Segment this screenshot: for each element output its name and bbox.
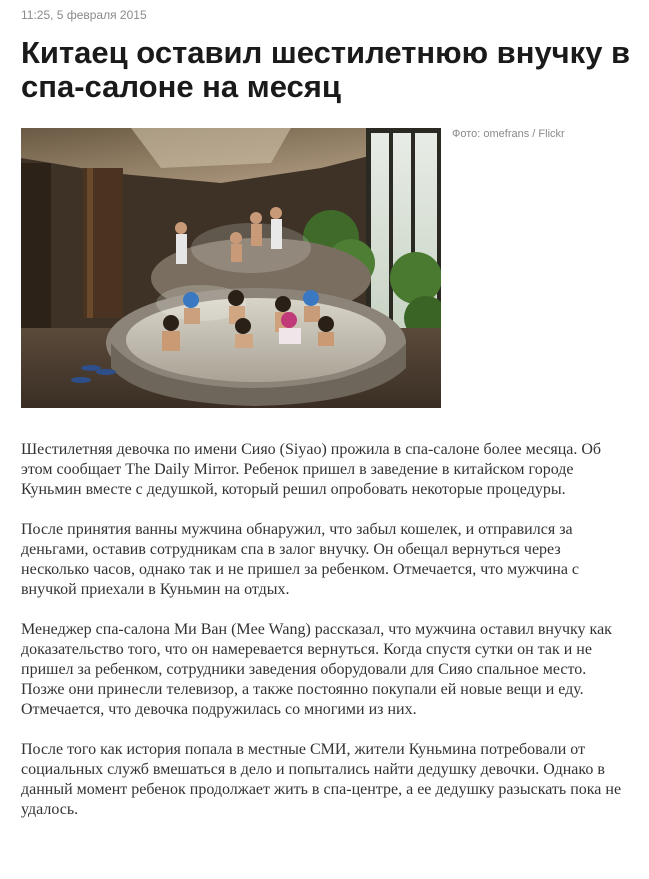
article-timestamp: 11:25, 5 февраля 2015	[21, 8, 147, 22]
photo-credit: Фото: omefrans / Flickr	[452, 128, 565, 140]
article-paragraph: Шестилетняя девочка по имени Сияо (Siyao) прожила в спа-салоне более месяца. Об этом сообщает The Daily Mirror. Ребенок пришел в заведение в китайском городе Куньмин вместе с дедушкой, который решил опробовать некоторые процедуры.	[21, 441, 602, 498]
article-photo	[21, 128, 441, 408]
article-paragraph: После принятия ванны мужчина обнаружил, что забыл кошелек, и отправился за деньгами, оставив сотрудникам спа в залог внучку. Он обещал вернуться через несколько часов, однако так и не пришел за ребенком. Отмечается, что мужчина с внучкой приехали в Куньмин на отдых.	[21, 521, 580, 598]
article-paragraph: После того как история попала в местные СМИ, жители Куньмина потребовали от социальных служб вмешаться в дело и попытались найти дедушку девочки. Однако в данный момент ребенок продолжает жить в спа-центре, а ее дедушку разыскать пока не удалось.	[21, 741, 622, 818]
article-paragraph: Менеджер спа-салона Ми Ван (Mee Wang) рассказал, что мужчина оставил внучку как доказательство того, что он намеревается вернуться. Когда спустя сутки он так и не пришел за ребенком, сотрудники заведения оборудовали для Сияо спальное место. Позже они принесли телевизор, а также постоянно покупали ей новые вещи и еду. Отмечается, что девочка подружилась со многими из них.	[21, 621, 612, 718]
spa-photo-illustration	[21, 128, 441, 408]
article-body	[21, 440, 627, 840]
article-title: Китаец оставил шестилетнюю внучку в спа-салоне на месяц	[21, 35, 631, 104]
